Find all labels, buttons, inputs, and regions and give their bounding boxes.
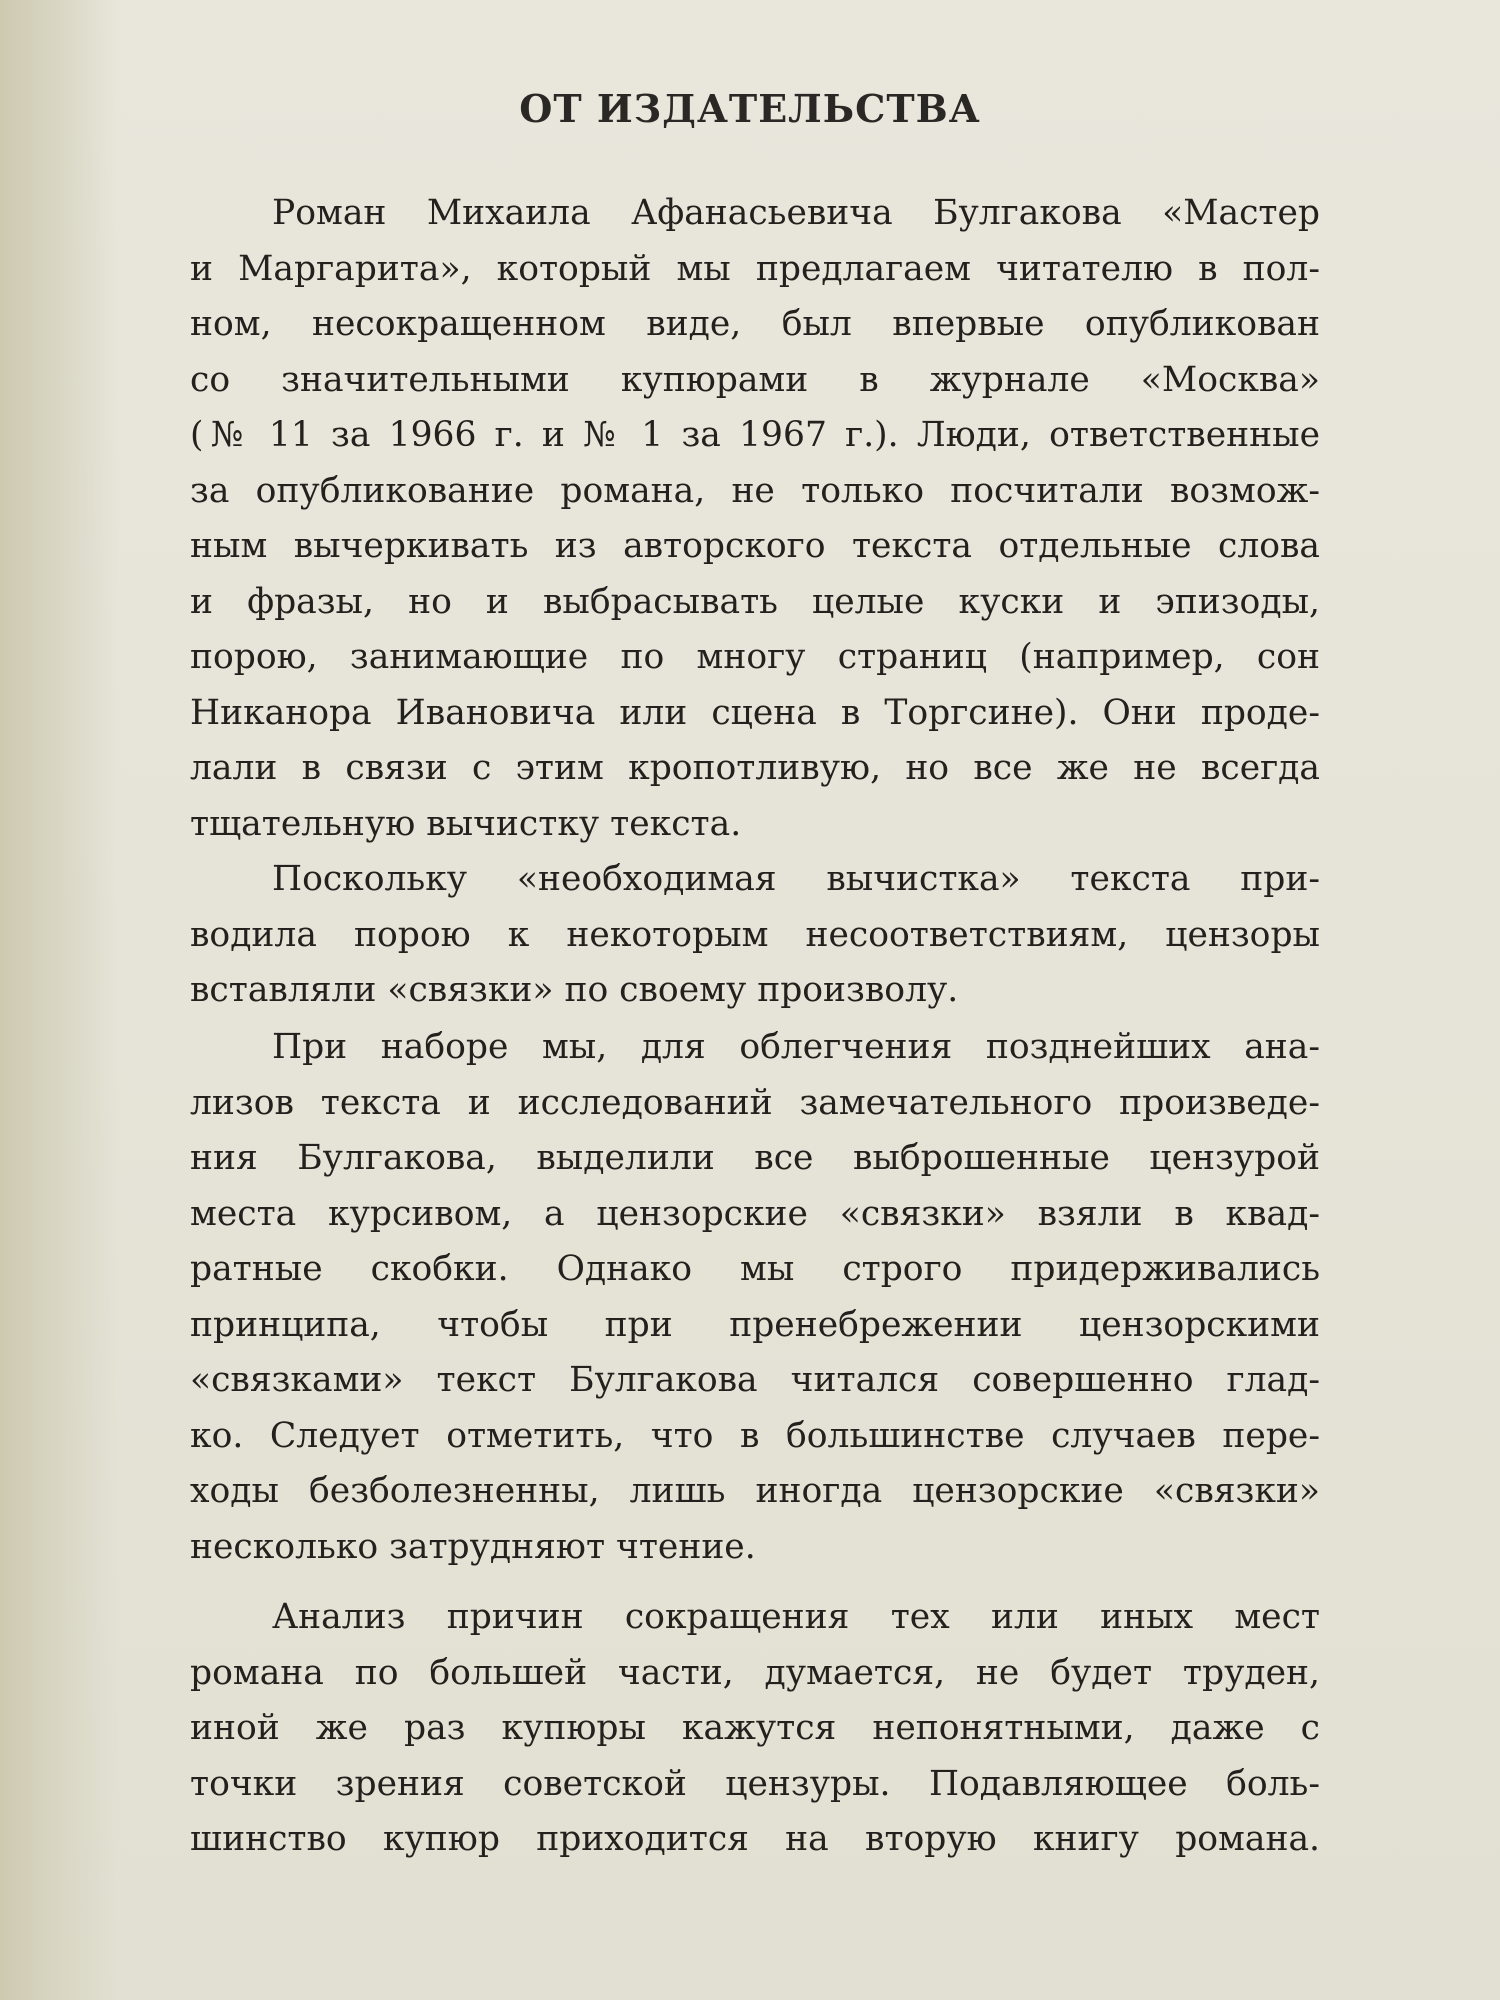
text-line: ным вычеркивать из авторского текста отдельные слова — [190, 526, 1320, 566]
text-line: романа по большей части, думается, не будет труден, — [190, 1652, 1320, 1693]
text-line: «связками» текст Булгакова читался совершенно глад- — [190, 1360, 1320, 1400]
text-line: со значительными купюрами в журнале «Москва» — [190, 359, 1320, 400]
text-line: ном, несокращенном виде, был впервые опубликован — [190, 304, 1320, 344]
paragraph-2 — [190, 852, 1320, 1019]
text-line: лали в связи с этим кропотливую, но все же не всегда — [190, 748, 1320, 788]
text-line: несколько затрудняют чтение. — [190, 1526, 756, 1567]
text-line: тщательную вычистку текста. — [190, 803, 742, 844]
text-line: лизов текста и исследований замечательного произведе- — [190, 1082, 1320, 1123]
text-line: шинство купюр приходится на вторую книгу романа. — [190, 1819, 1320, 1859]
paragraph-4 — [190, 1590, 1320, 1868]
text-line: При наборе мы, для облегчения позднейших ана- — [272, 1027, 1320, 1067]
text-line: порою, занимающие по многу страниц (например, сон — [190, 637, 1320, 677]
text-line: вставляли «связки» по своему произволу. — [190, 970, 959, 1010]
text-line: Никанора Ивановича или сцена в Торгсине). Они проде- — [190, 692, 1320, 733]
text-line: ратные скобки. Однако мы строго придерживались — [190, 1249, 1320, 1289]
text-line: Анализ причин сокращения тех или иных мест — [272, 1597, 1320, 1637]
page-title: ОТ ИЗДАТЕЛЬСТВА — [519, 86, 981, 131]
text-line: ходы безболезненны, лишь иногда цензорские «связки» — [190, 1471, 1320, 1511]
text-line: Роман Михаила Афанасьевича Булгакова «Мастер — [272, 193, 1320, 233]
text-line: и фразы, но и выбрасывать целые куски и эпизоды, — [190, 581, 1320, 622]
paragraph-1 — [190, 186, 1320, 852]
page-spine-shadow — [0, 0, 120, 2000]
text-line: за опубликование романа, не только посчитали возмож- — [190, 470, 1320, 511]
text-line: водила порою к некоторым несоответствиям, цензоры — [190, 914, 1320, 955]
text-line: Поскольку «необходимая вычистка» текста при- — [272, 859, 1320, 899]
text-line: места курсивом, а цензорские «связки» взяли в квад- — [190, 1193, 1320, 1234]
text-line: и Маргарита», который мы предлагаем читателю в пол- — [190, 248, 1320, 289]
text-line: (№ 11 за 1966 г. и № 1 за 1967 г.). Люди, ответственные — [190, 415, 1320, 455]
text-line: точки зрения советской цензуры. Подавляющее боль- — [190, 1763, 1320, 1804]
text-line: ко. Следует отметить, что в большинстве случаев пере- — [190, 1415, 1320, 1456]
paragraph-3 — [190, 1020, 1320, 1575]
text-line: ния Булгакова, выделили все выброшенные цензурой — [190, 1138, 1320, 1178]
text-line: принципа, чтобы при пренебрежении цензорскими — [190, 1304, 1320, 1345]
text-line: иной же раз купюры кажутся непонятными, даже с — [190, 1708, 1320, 1748]
